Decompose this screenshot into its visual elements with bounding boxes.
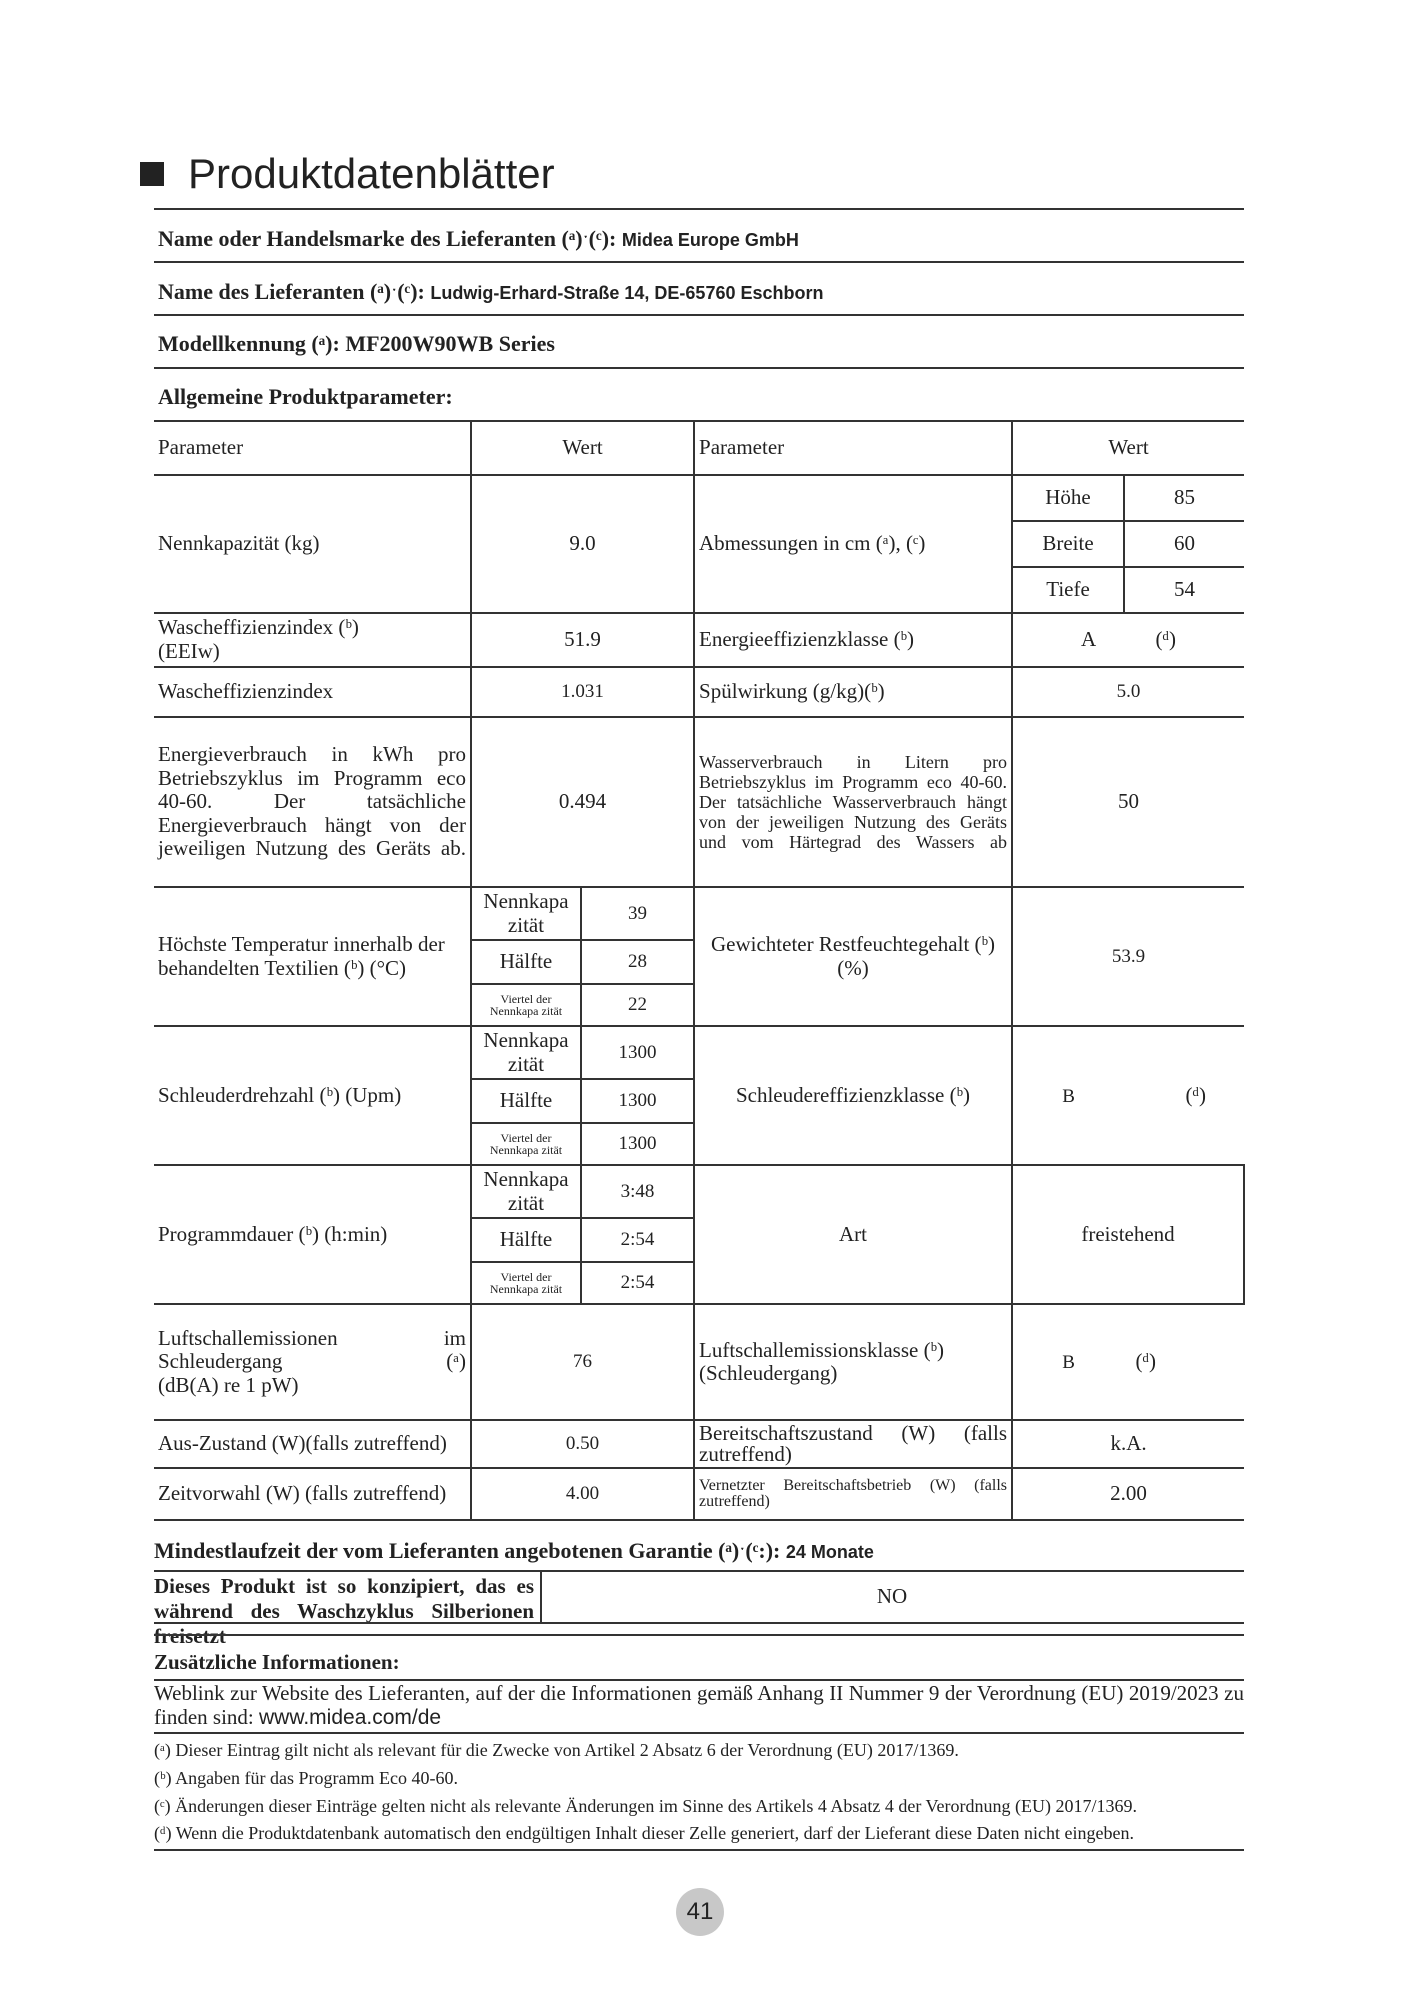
supplier-name-value: Ludwig-Erhard-Straße 14, DE-65760 Eschborn <box>430 283 824 303</box>
water-consumption-label: Wasserverbrauch in Litern pro Betriebszyklus im Programm eco 40-60. Der tatsächliche Wasserverbrauch hängt von der jeweiligen Nutzung des Geräts und vom Härtegrad des Wassers ab <box>694 717 1012 887</box>
divider <box>154 1732 1244 1734</box>
footnote-d: (ᵈ) Wenn die Produktdatenbank automatisch den endgültigen Inhalt dieser Zelle generiert, darf der Lieferant diese Daten nicht eingeben. <box>154 1823 1134 1844</box>
wei-label-line2: (EEIw) <box>158 639 220 663</box>
table-row <box>154 613 1244 667</box>
network-label: Vernetzter Bereitschaftsbetrieb (W) (falls zutreffend) <box>694 1468 1012 1520</box>
divider <box>154 261 1244 263</box>
width-value: 60 <box>1124 521 1244 567</box>
silver-label: Dieses Produkt ist so konzipiert, das es während des Waschzyklus Silberionen freisetzt <box>154 1574 534 1649</box>
footnote-b: (ᵇ) Angaben für das Programm Eco 40-60. <box>154 1768 458 1789</box>
table-row <box>154 1026 1244 1079</box>
wei-label <box>154 613 471 667</box>
table-row <box>154 717 1244 887</box>
standby-value: k.A. <box>1012 1420 1244 1468</box>
page-title-text: Produktdatenblätter <box>188 150 555 197</box>
footnote-a: (ᵃ) Dieser Eintrag gilt nicht als relevant für die Zwecke von Artikel 2 Absatz 6 der Verordnung (EU) 2017/1369. <box>154 1740 959 1761</box>
delay-label: Zeitvorwahl (W) (falls zutreffend) <box>154 1468 471 1520</box>
spin-class-value: B <box>1062 1085 1075 1107</box>
sub-half-label: Hälfte <box>471 1079 581 1123</box>
depth-label: Tiefe <box>1012 567 1124 613</box>
sub-quarter-label: Viertel der Nennkapa zität <box>471 1262 581 1304</box>
silver-value: NO <box>876 1584 908 1608</box>
table-row <box>154 1304 1244 1420</box>
height-label: Höhe <box>1012 475 1124 521</box>
residual-value: 53.9 <box>1012 887 1244 1026</box>
col-header-param: Parameter <box>154 421 471 475</box>
noise-value: 76 <box>471 1304 694 1420</box>
spin-class-note: (ᵈ) <box>1185 1082 1206 1107</box>
sub-full-label: Nennkapa zität <box>471 887 581 940</box>
noise-class-value: B <box>1062 1352 1075 1374</box>
height-value: 85 <box>1124 475 1244 521</box>
duration-half: 2:54 <box>581 1218 694 1262</box>
guarantee-row <box>154 1538 874 1564</box>
noise-label-line2: (dB(A) re 1 pW) <box>158 1372 299 1397</box>
spin-full: 1300 <box>581 1026 694 1079</box>
duration-full: 3:48 <box>581 1165 694 1218</box>
table-row <box>154 1420 1244 1468</box>
type-label: Art <box>694 1165 1012 1304</box>
wash-index-label: Wascheffizienzindex <box>154 667 471 717</box>
table-row <box>154 667 1244 717</box>
off-label: Aus-Zustand (W)(falls zutreffend) <box>154 1420 471 1468</box>
wash-index-value: 1.031 <box>471 667 694 717</box>
page-title <box>140 150 555 198</box>
wei-label-line1: Wascheffizienzindex (ᵇ) <box>158 615 359 640</box>
divider <box>154 1622 1244 1624</box>
rated-capacity-value: 9.0 <box>471 475 694 613</box>
page-number: 41 <box>676 1888 724 1936</box>
wei-value: 51.9 <box>471 613 694 667</box>
energy-consumption-value: 0.494 <box>471 717 694 887</box>
table-row <box>154 887 1244 940</box>
network-value: 2.00 <box>1012 1468 1244 1520</box>
divider <box>154 367 1244 369</box>
col-header-value: Wert <box>471 421 694 475</box>
table-header-row <box>154 421 1244 475</box>
footnote-c: (ᶜ) Änderungen dieser Einträge gelten nicht als relevante Änderungen im Sinne des Artikels 4 Absatz 4 der Verordnung (EU) 2017/1369. <box>154 1795 1138 1816</box>
divider <box>154 314 1244 316</box>
guarantee-label: Mindestlaufzeit der vom Lieferanten angebotenen Garantie (ᵃ)ˑ(ᶜ:): <box>154 1538 781 1563</box>
sub-half-label: Hälfte <box>471 1218 581 1262</box>
table-row <box>154 1165 1244 1218</box>
divider <box>154 1679 1244 1681</box>
guarantee-value: 24 Monate <box>785 1542 874 1562</box>
energy-consumption-label: Energieverbrauch in kWh pro Betriebszyklus im Programm eco 40-60. Der tatsächliche Energieverbrauch hängt von der jeweiligen Nutzung des Geräts ab. <box>154 717 471 887</box>
noise-class-cell <box>1012 1304 1244 1420</box>
additional-info <box>154 1650 1244 1851</box>
residual-label: Gewichteter Restfeuchtegehalt (ᵇ)(%) <box>694 887 1012 1026</box>
max-temp-half: 28 <box>581 940 694 984</box>
rated-capacity-label: Nennkapazität (kg) <box>154 475 471 613</box>
max-temp-full: 39 <box>581 887 694 940</box>
col-header-param: Parameter <box>694 421 1012 475</box>
delay-value: 4.00 <box>471 1468 694 1520</box>
spin-half: 1300 <box>581 1079 694 1123</box>
weblink-text: Weblink zur Website des Lieferanten, auf der die Informationen gemäß Anhang II Nummer 9 der Verordnung (EU) 2019/2023 zu finden sind: <box>154 1681 1244 1730</box>
weblink-url[interactable]: www.midea.com/de <box>259 1706 442 1730</box>
rinse-label: Spülwirkung (g/kg)(ᵇ) <box>694 667 1012 717</box>
divider <box>154 1570 1244 1572</box>
duration-quarter: 2:54 <box>581 1262 694 1304</box>
off-value: 0.50 <box>471 1420 694 1468</box>
model-value: MF200W90WB Series <box>345 331 555 356</box>
width-label: Breite <box>1012 521 1124 567</box>
noise-label-line1: Luftschallemissionen im Schleudergang (ᵃ) <box>158 1325 466 1374</box>
type-value: freistehend <box>1012 1165 1244 1304</box>
spin-class-cell <box>1012 1026 1244 1165</box>
noise-label <box>154 1304 471 1420</box>
energy-class-cell <box>1012 613 1244 667</box>
col-header-value: Wert <box>1012 421 1244 475</box>
supplier-name-row <box>158 279 824 305</box>
dimensions-label: Abmessungen in cm (ᵃ), (ᶜ) <box>694 475 1012 613</box>
general-params-heading: Allgemeine Produktparameter: <box>158 384 453 409</box>
divider <box>154 208 1244 210</box>
rinse-value: 5.0 <box>1012 667 1244 717</box>
model-row <box>158 331 555 357</box>
water-consumption-value: 50 <box>1012 717 1244 887</box>
spin-class-label: Schleudereffizienzklasse (ᵇ) <box>694 1026 1012 1165</box>
bullet-square-icon <box>140 162 164 186</box>
supplier-name-label: Name des Lieferanten (ᵃ)ˑ(ᶜ): <box>158 279 425 304</box>
noise-class-note: (ᵈ) <box>1135 1349 1156 1374</box>
energy-class-note: (ᵈ) <box>1155 627 1177 652</box>
supplier-brand-label: Name oder Handelsmarke des Lieferanten (ᵃ)ˑ(ᶜ): <box>158 226 617 251</box>
noise-class-label: Luftschallemissionsklasse (ᵇ)(Schleudergang) <box>694 1304 1012 1420</box>
additional-info-title: Zusätzliche Informationen: <box>154 1650 400 1674</box>
max-temp-quarter: 22 <box>581 984 694 1026</box>
sub-half-label: Hälfte <box>471 940 581 984</box>
product-parameter-table <box>154 420 1245 1521</box>
divider <box>154 1849 1244 1851</box>
weblink-text-block <box>154 1681 1244 1730</box>
table-row <box>154 1468 1244 1520</box>
sub-full-label: Nennkapa zität <box>471 1165 581 1218</box>
duration-label: Programmdauer (ᵇ) (h:min) <box>154 1165 471 1304</box>
sub-full-label: Nennkapa zität <box>471 1026 581 1079</box>
standby-label: Bereitschaftszustand (W) (falls zutreffend) <box>694 1420 1012 1468</box>
supplier-brand-row <box>158 226 799 252</box>
sub-quarter-label: Viertel der Nennkapa zität <box>471 984 581 1026</box>
spin-quarter: 1300 <box>581 1123 694 1165</box>
model-label: Modellkennung (ᵃ): <box>158 331 340 356</box>
supplier-brand-value: Midea Europe GmbH <box>621 230 799 250</box>
table-row <box>154 475 1244 521</box>
energy-class-label: Energieeffizienzklasse (ᵇ) <box>694 613 1012 667</box>
max-temp-label: Höchste Temperatur innerhalb der behandelten Textilien (ᵇ) (°C) <box>154 887 471 1026</box>
sub-quarter-label: Viertel der Nennkapa zität <box>471 1123 581 1165</box>
energy-class-value: A <box>1081 627 1096 652</box>
depth-value: 54 <box>1124 567 1244 613</box>
divider <box>154 1634 1244 1636</box>
spin-speed-label: Schleuderdrehzahl (ᵇ) (Upm) <box>154 1026 471 1165</box>
